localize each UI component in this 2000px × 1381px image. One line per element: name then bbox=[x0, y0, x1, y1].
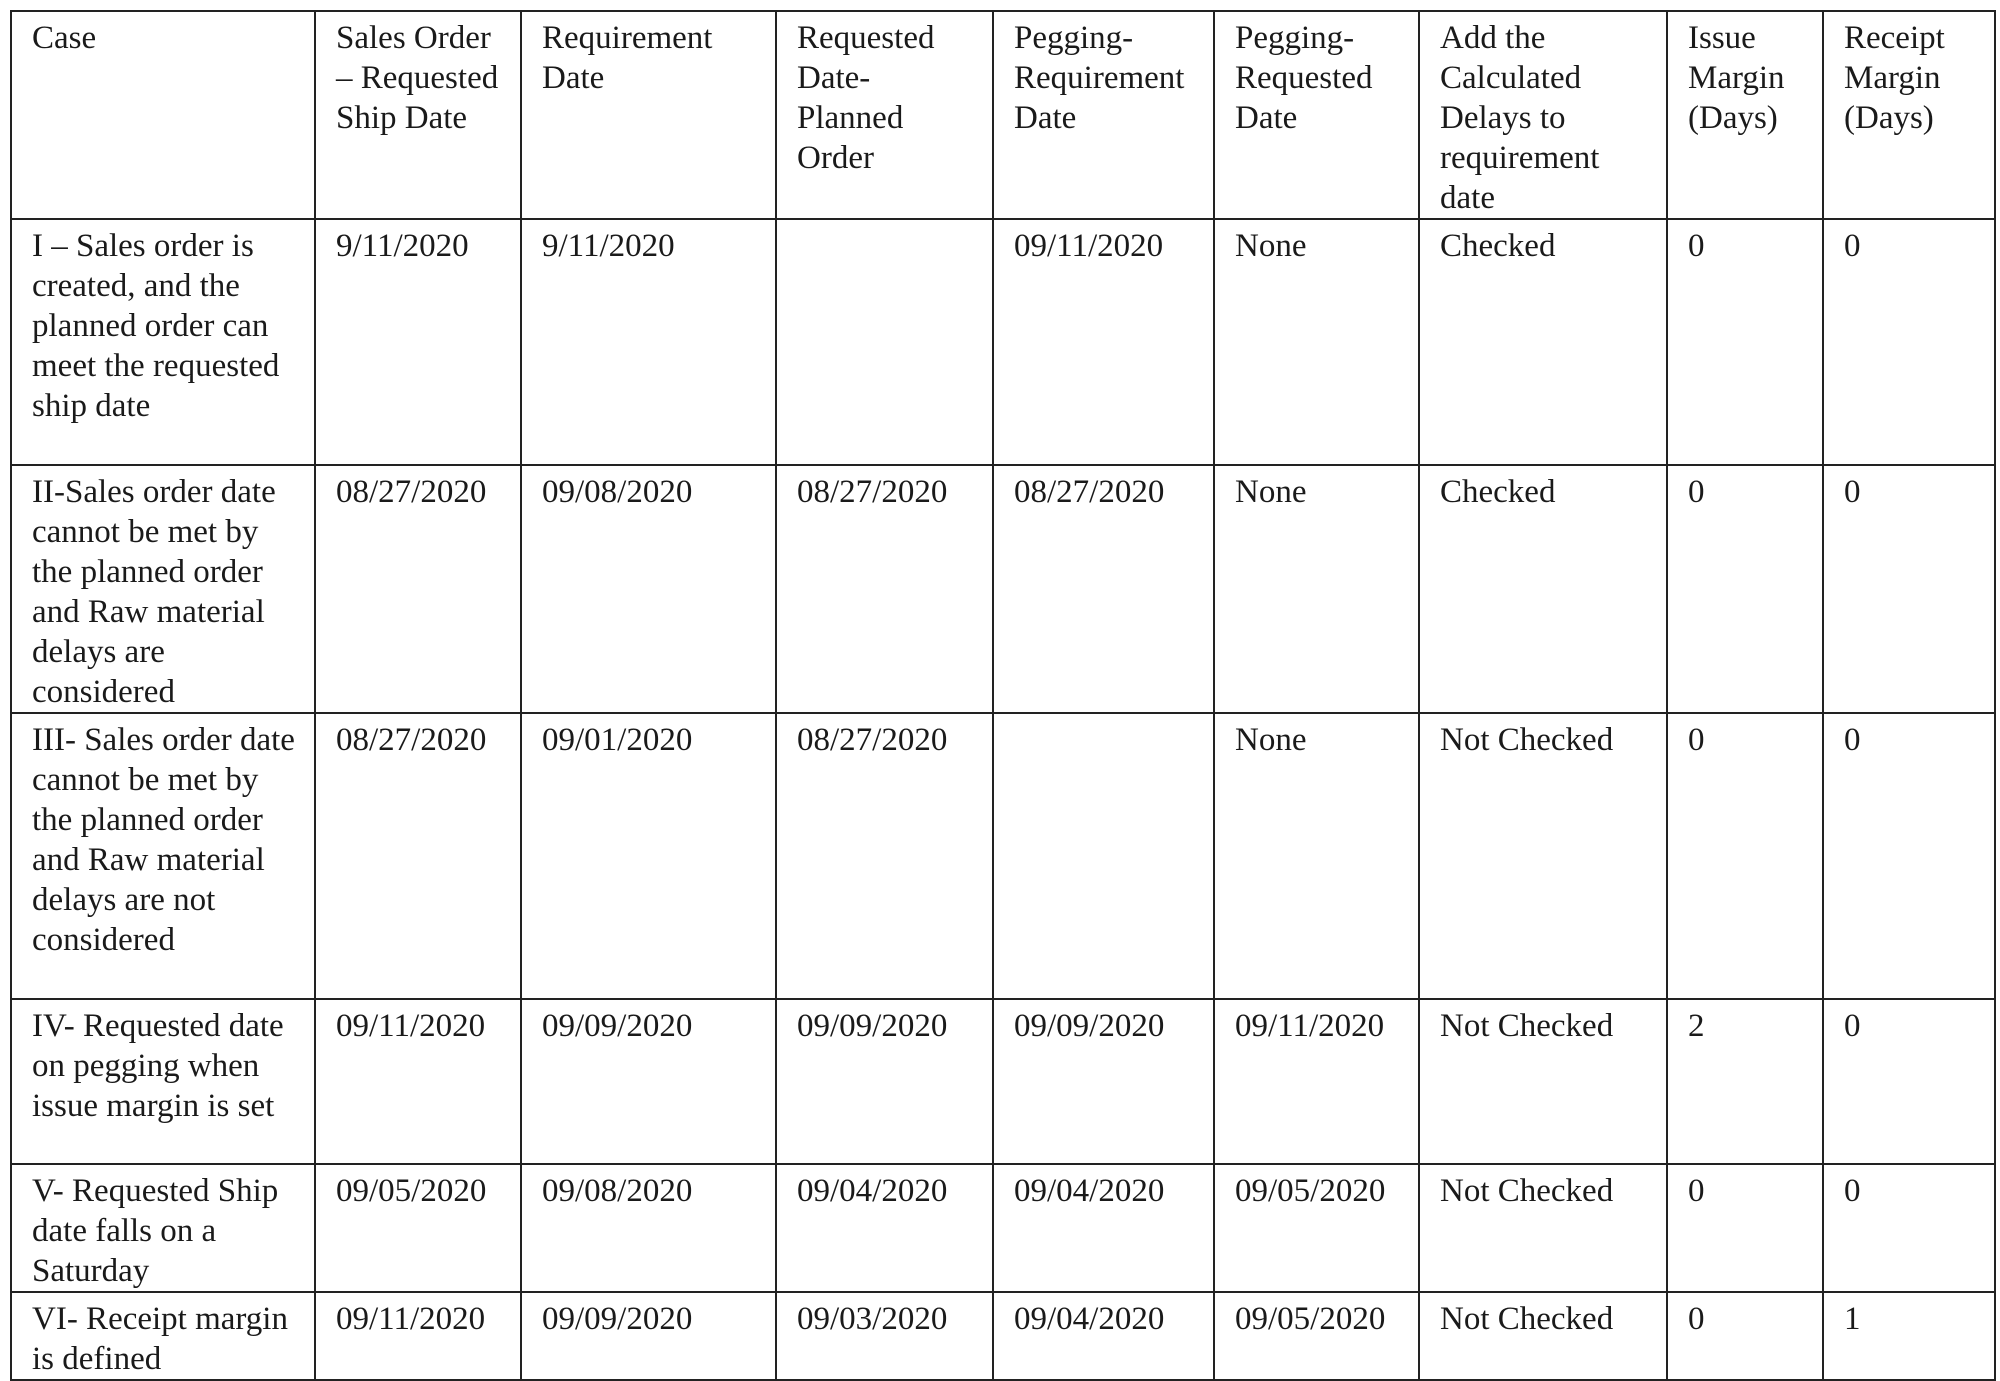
header-receipt-margin: Receipt Margin (Days) bbox=[1823, 11, 1995, 219]
cell-sales-order-requested-ship-date: 08/27/2020 bbox=[315, 713, 521, 999]
cell-requirement-date: 09/08/2020 bbox=[521, 1164, 776, 1292]
cell-requested-date-planned-order: 09/09/2020 bbox=[776, 999, 993, 1164]
cell-requested-date-planned-order: 09/03/2020 bbox=[776, 1292, 993, 1380]
cell-sales-order-requested-ship-date: 09/05/2020 bbox=[315, 1164, 521, 1292]
table-row bbox=[11, 713, 1995, 999]
cell-case: VI- Receipt margin is defined bbox=[11, 1292, 315, 1380]
cell-requested-date-planned-order bbox=[776, 219, 993, 465]
cell-pegging-requirement-date: 09/11/2020 bbox=[993, 219, 1214, 465]
cell-pegging-requirement-date bbox=[993, 713, 1214, 999]
cell-pegging-requirement-date: 09/09/2020 bbox=[993, 999, 1214, 1164]
cell-sales-order-requested-ship-date: 09/11/2020 bbox=[315, 999, 521, 1164]
cell-case: V- Requested Ship date falls on a Saturday bbox=[11, 1164, 315, 1292]
cell-add-calculated-delays: Not Checked bbox=[1419, 713, 1667, 999]
cell-requirement-date: 09/08/2020 bbox=[521, 465, 776, 713]
table-row bbox=[11, 999, 1995, 1164]
cell-issue-margin: 0 bbox=[1667, 465, 1823, 713]
header-row bbox=[11, 11, 1995, 219]
cell-add-calculated-delays: Not Checked bbox=[1419, 999, 1667, 1164]
cell-pegging-requirement-date: 09/04/2020 bbox=[993, 1292, 1214, 1380]
table-row bbox=[11, 1292, 1995, 1380]
cell-pegging-requested-date: 09/05/2020 bbox=[1214, 1292, 1419, 1380]
cell-case: II-Sales order date cannot be met by the planned order and Raw material delays are considered bbox=[11, 465, 315, 713]
cell-pegging-requirement-date: 08/27/2020 bbox=[993, 465, 1214, 713]
cell-receipt-margin: 0 bbox=[1823, 713, 1995, 999]
cell-add-calculated-delays: Not Checked bbox=[1419, 1292, 1667, 1380]
header-add-calculated-delays: Add the Calculated Delays to requirement date bbox=[1419, 11, 1667, 219]
cell-add-calculated-delays: Not Checked bbox=[1419, 1164, 1667, 1292]
cell-requirement-date: 09/09/2020 bbox=[521, 1292, 776, 1380]
cell-case: III- Sales order date cannot be met by the planned order and Raw material delays are not considered bbox=[11, 713, 315, 999]
cell-receipt-margin: 1 bbox=[1823, 1292, 1995, 1380]
case-comparison-table bbox=[10, 10, 1996, 1381]
table-row bbox=[11, 1164, 1995, 1292]
cell-issue-margin: 0 bbox=[1667, 1164, 1823, 1292]
header-requirement-date: Requirement Date bbox=[521, 11, 776, 219]
cell-pegging-requested-date: None bbox=[1214, 219, 1419, 465]
cell-pegging-requested-date: None bbox=[1214, 465, 1419, 713]
cell-receipt-margin: 0 bbox=[1823, 1164, 1995, 1292]
cell-receipt-margin: 0 bbox=[1823, 219, 1995, 465]
cell-issue-margin: 2 bbox=[1667, 999, 1823, 1164]
cell-requirement-date: 09/09/2020 bbox=[521, 999, 776, 1164]
header-pegging-requested-date: Pegging- Requested Date bbox=[1214, 11, 1419, 219]
cell-requested-date-planned-order: 09/04/2020 bbox=[776, 1164, 993, 1292]
cell-pegging-requested-date: 09/05/2020 bbox=[1214, 1164, 1419, 1292]
cell-pegging-requested-date: 09/11/2020 bbox=[1214, 999, 1419, 1164]
cell-issue-margin: 0 bbox=[1667, 1292, 1823, 1380]
cell-requested-date-planned-order: 08/27/2020 bbox=[776, 713, 993, 999]
cell-add-calculated-delays: Checked bbox=[1419, 219, 1667, 465]
cell-sales-order-requested-ship-date: 08/27/2020 bbox=[315, 465, 521, 713]
cell-requested-date-planned-order: 08/27/2020 bbox=[776, 465, 993, 713]
cell-sales-order-requested-ship-date: 09/11/2020 bbox=[315, 1292, 521, 1380]
header-sales-order-requested-ship-date: Sales Order – Requested Ship Date bbox=[315, 11, 521, 219]
table-row bbox=[11, 219, 1995, 465]
cell-case: I – Sales order is created, and the planned order can meet the requested ship date bbox=[11, 219, 315, 465]
cell-requirement-date: 09/01/2020 bbox=[521, 713, 776, 999]
cell-issue-margin: 0 bbox=[1667, 713, 1823, 999]
table-row bbox=[11, 465, 1995, 713]
header-case: Case bbox=[11, 11, 315, 219]
cell-receipt-margin: 0 bbox=[1823, 465, 1995, 713]
cell-requirement-date: 9/11/2020 bbox=[521, 219, 776, 465]
cell-receipt-margin: 0 bbox=[1823, 999, 1995, 1164]
cell-pegging-requirement-date: 09/04/2020 bbox=[993, 1164, 1214, 1292]
header-issue-margin: Issue Margin (Days) bbox=[1667, 11, 1823, 219]
cell-sales-order-requested-ship-date: 9/11/2020 bbox=[315, 219, 521, 465]
header-requested-date-planned-order: Requested Date- Planned Order bbox=[776, 11, 993, 219]
cell-issue-margin: 0 bbox=[1667, 219, 1823, 465]
document-table-container bbox=[10, 10, 1996, 1381]
header-pegging-requirement-date: Pegging- Requirement Date bbox=[993, 11, 1214, 219]
cell-add-calculated-delays: Checked bbox=[1419, 465, 1667, 713]
cell-case: IV- Requested date on pegging when issue margin is set bbox=[11, 999, 315, 1164]
cell-pegging-requested-date: None bbox=[1214, 713, 1419, 999]
